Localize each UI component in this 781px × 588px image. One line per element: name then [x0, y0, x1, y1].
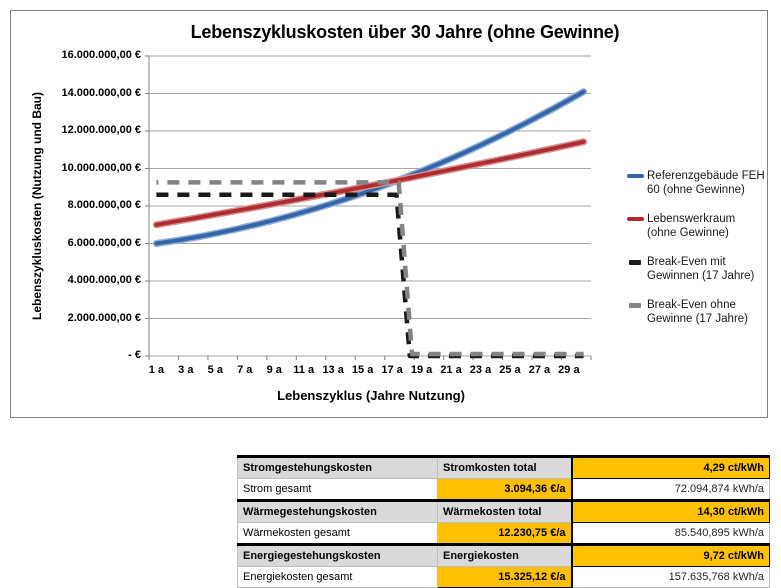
- legend-label: Referenzgebäude FEH 60 (ohne Gewinne): [647, 170, 765, 196]
- legend-item: [627, 298, 765, 326]
- table-header-cell: Energiekosten: [438, 545, 572, 567]
- series-line-3: [156, 182, 583, 354]
- legend-label: Break-Even mit Gewinnen (17 Jahre): [647, 256, 755, 282]
- table-plain-cell: 72.094,874 kWh/a: [572, 479, 770, 501]
- table-highlight-cell: 12.230,75 €/a: [438, 523, 572, 545]
- legend-item: [627, 169, 765, 197]
- series-halo-0: [156, 92, 583, 244]
- x-tick-label: 21 a: [440, 364, 462, 376]
- table-row: [238, 567, 770, 588]
- table-label-cell: Wärmekosten gesamt: [238, 523, 438, 545]
- y-tick-label: 4.000.000,00 €: [67, 274, 141, 286]
- table-header-cell: Stromgestehungskosten: [238, 457, 438, 479]
- table-plain-cell: 157.635,768 kWh/a: [572, 567, 770, 588]
- y-tick-label: - €: [128, 349, 141, 361]
- legend-label: Lebenswerkraum (ohne Gewinne): [647, 213, 736, 239]
- table-plain-cell: 85.540,895 kWh/a: [572, 523, 770, 545]
- x-tick-label: 19 a: [410, 364, 433, 376]
- x-tick-label: 9 a: [266, 364, 282, 376]
- x-tick-label: 3 a: [178, 364, 194, 376]
- legend-item: [627, 212, 765, 240]
- table-highlight-cell: 14,30 ct/kWh: [572, 501, 770, 523]
- table-row: [238, 501, 770, 523]
- y-tick-label: 10.000.000,00 €: [61, 161, 141, 174]
- x-tick-label: 25 a: [499, 364, 521, 376]
- chart-panel: [10, 10, 768, 418]
- series-line-2: [156, 195, 583, 356]
- x-tick-label: 15 a: [351, 364, 374, 376]
- y-tick-label: 16.000.000,00 €: [61, 49, 141, 61]
- table-label-cell: Energiekosten gesamt: [238, 567, 438, 588]
- table-highlight-cell: 4,29 ct/kWh: [572, 457, 770, 479]
- x-tick-label: 13 a: [322, 364, 344, 376]
- table-header-cell: Energiegestehungskosten: [238, 545, 438, 567]
- table-highlight-cell: 15.325,12 €/a: [438, 567, 572, 588]
- chart-legend: [627, 169, 765, 326]
- table-highlight-cell: 9,72 ct/kWh: [572, 545, 770, 567]
- y-tick-label: 14.000.000,00 €: [61, 86, 141, 99]
- table-highlight-cell: 3.094,36 €/a: [438, 479, 572, 501]
- y-axis-title: Lebenszykluskosten (Nutzung und Bau): [30, 92, 44, 321]
- x-tick-label: 1 a: [148, 364, 164, 376]
- table-header-cell: Stromkosten total: [438, 457, 572, 479]
- legend-dash-marker-icon: [629, 260, 641, 265]
- x-axis-title: Lebenszyklus (Jahre Nutzung): [277, 388, 465, 403]
- x-tick-label: 29 a: [558, 364, 580, 376]
- table-label-cell: Strom gesamt: [238, 479, 438, 501]
- legend-dash-marker-icon: [629, 303, 641, 308]
- y-tick-label: 6.000.000,00 €: [67, 236, 141, 249]
- x-tick-label: 23 a: [469, 364, 492, 376]
- table-row: [238, 457, 770, 479]
- legend-line-marker-icon: [627, 217, 644, 221]
- table-header-cell: Wärmegestehungskosten: [238, 501, 438, 523]
- legend-label: Break-Even ohne Gewinne (17 Jahre): [647, 299, 748, 325]
- x-tick-label: 11 a: [293, 364, 315, 376]
- x-tick-label: 5 a: [207, 364, 223, 376]
- chart-title: Lebenszykluskosten über 30 Jahre (ohne Gewinne): [190, 22, 620, 42]
- series-line-0: [156, 92, 583, 244]
- x-tick-label: 7 a: [237, 364, 253, 376]
- table-row: [238, 479, 770, 501]
- cost-table: [237, 455, 770, 588]
- table-row: [238, 523, 770, 545]
- y-tick-label: 8.000.000,00 €: [67, 199, 141, 211]
- legend-item: [627, 255, 765, 283]
- legend-line-marker-icon: [627, 174, 644, 178]
- table-header-cell: Wärmekosten total: [438, 501, 572, 523]
- x-tick-label: 17 a: [381, 364, 403, 376]
- x-tick-label: 27 a: [528, 364, 551, 376]
- table-row: [238, 545, 770, 567]
- y-tick-label: 12.000.000,00 €: [61, 124, 141, 136]
- y-tick-label: 2.000.000,00 €: [67, 311, 141, 324]
